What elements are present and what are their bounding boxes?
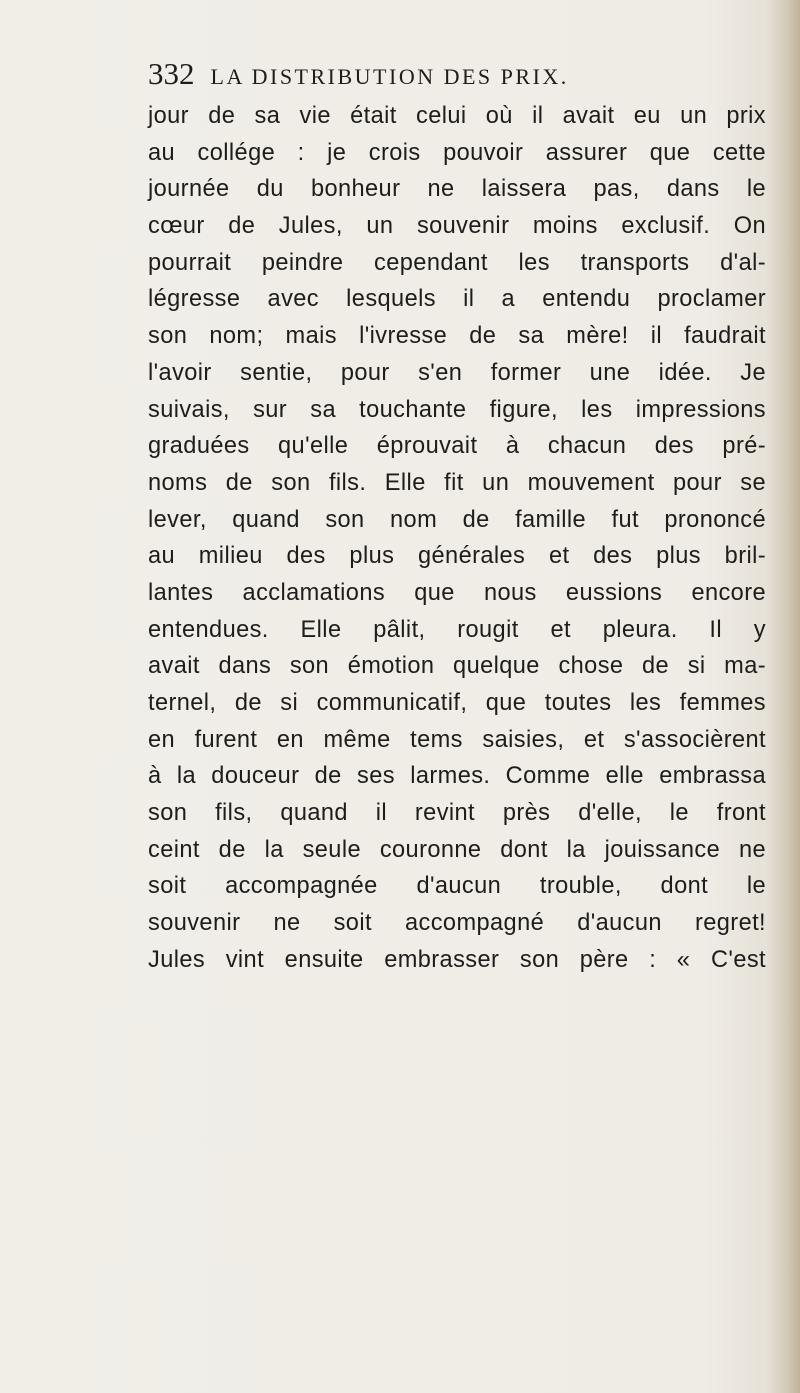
text-line: lever, quand son nom de famille fut prononcé xyxy=(148,506,766,533)
text-line: lantes acclamations que nous eussions encore xyxy=(148,579,766,606)
body-text xyxy=(148,98,766,979)
text-line: au milieu des plus générales et des plus bril- xyxy=(148,543,766,570)
text-line: pourrait peindre cependant les transports d'al- xyxy=(148,249,766,276)
page-edge-shadow xyxy=(766,0,800,1393)
text-line: soit accompagnée d'aucun trouble, dont le xyxy=(148,873,766,900)
text-line: souvenir ne soit accompagné d'aucun regret! xyxy=(148,910,766,937)
text-line: journée du bonheur ne laissera pas, dans le xyxy=(148,176,766,203)
text-line: ceint de la seule couronne dont la jouissance ne xyxy=(148,836,766,863)
text-line: légresse avec lesquels il a entendu proclamer xyxy=(148,286,766,313)
text-line: noms de son fils. Elle fit un mouvement pour se xyxy=(148,469,766,496)
text-line: son nom; mais l'ivresse de sa mère! il faudrait xyxy=(148,323,766,350)
text-line: son fils, quand il revint près d'elle, le front xyxy=(148,800,766,827)
page-number: 332 xyxy=(148,56,195,91)
text-line: l'avoir sentie, pour s'en former une idée. Je xyxy=(148,359,766,386)
text-line: ternel, de si communicatif, que toutes les femmes xyxy=(148,690,766,716)
text-line: suivais, sur sa touchante figure, les impressions xyxy=(148,396,766,423)
text-line: jour de sa vie était celui où il avait eu un prix xyxy=(148,103,766,129)
text-line: Jules vint ensuite embrasser son père : « C'est xyxy=(148,946,766,973)
running-title: LA DISTRIBUTION DES PRIX. xyxy=(210,64,569,89)
text-line: à la douceur de ses larmes. Comme elle embrassa xyxy=(148,763,766,790)
text-line: cœur de Jules, un souvenir moins exclusif. On xyxy=(148,213,766,240)
text-line: en furent en même tems saisies, et s'associèrent xyxy=(148,726,766,753)
text-line: avait dans son émotion quelque chose de si ma- xyxy=(148,653,766,680)
running-head xyxy=(148,56,768,96)
text-line: au collége : je crois pouvoir assurer que cette xyxy=(148,139,766,166)
text-line: graduées qu'elle éprouvait à chacun des pré- xyxy=(148,433,766,460)
text-line: entendues. Elle pâlit, rougit et pleura. Il y xyxy=(148,616,766,643)
